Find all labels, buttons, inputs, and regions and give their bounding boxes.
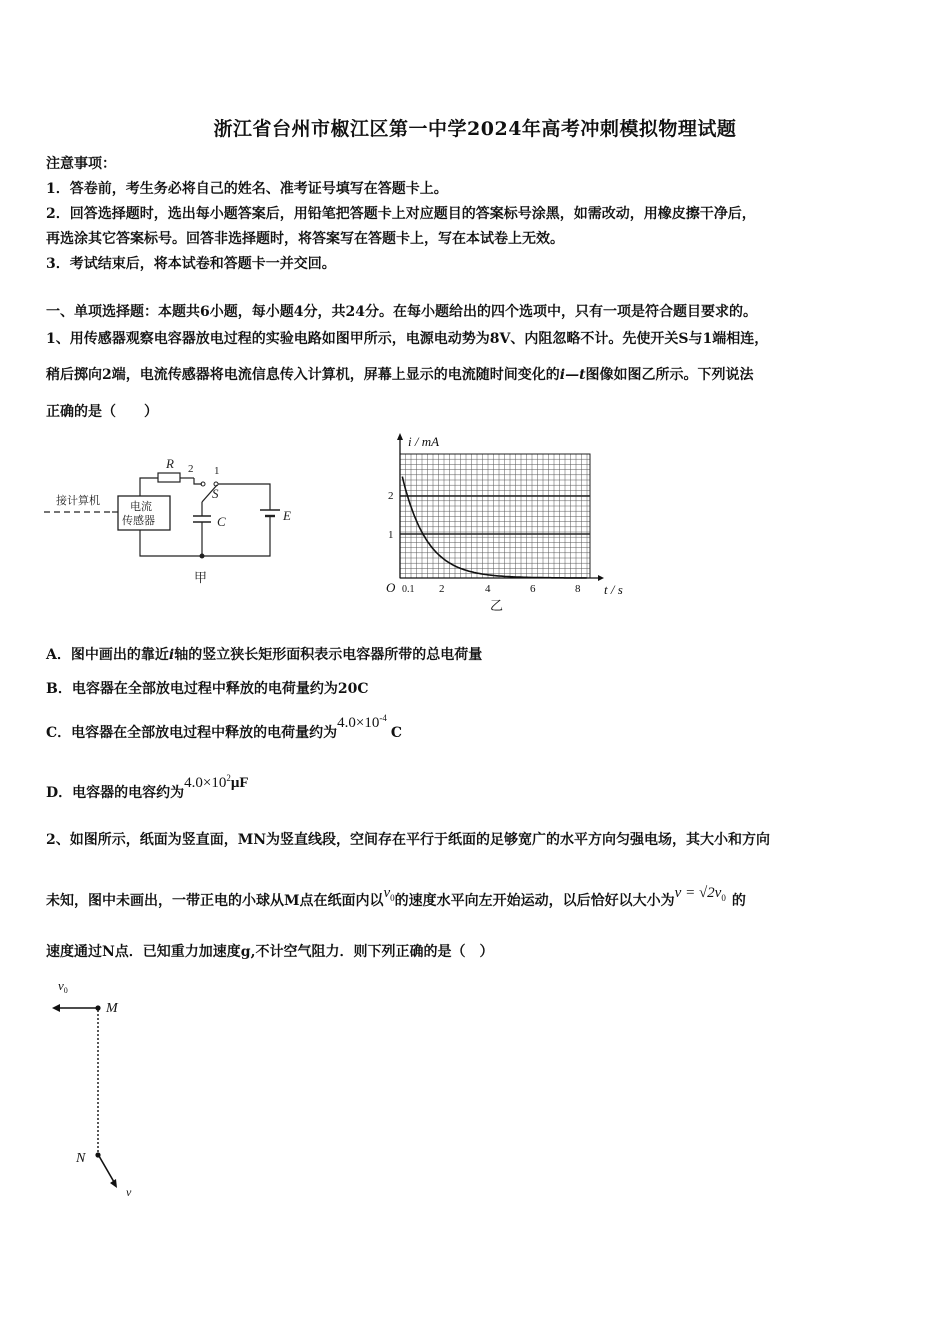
formula-c: $4.0\times 10^{-4}$ [337, 713, 387, 731]
sensor-label-1: 电流 [130, 501, 152, 513]
option-d: D．电容器的电容约为$4.0\times 10^2\mu F$ [46, 773, 249, 801]
point-m [95, 1005, 100, 1010]
y-tick-label: 2 [388, 490, 394, 502]
grid-border [400, 454, 590, 578]
q1-line3: 正确的是（ ） [46, 404, 158, 420]
q1-line2: 稍后掷向2端，电流传感器将电流信息传入计算机，屏幕上显示的电流随时间变化的i—t图像如图乙所示。下列说法 [46, 367, 754, 383]
notice-item-1: 1．答卷前，考生务必将自己的姓名、准考证号填写在答题卡上。 [46, 181, 448, 197]
current-time-graph [376, 428, 626, 614]
notice-item-2: 2．回答选择题时，选出每小题答案后，用铅笔把答题卡上对应题目的答案标号涂黑，如需改动，用橡皮擦干净后， [46, 206, 756, 222]
sensor-label-2: 传感器 [122, 515, 155, 527]
option-c: C．电容器在全部放电过程中释放的电荷量约为$4.0\times 10^{-4}C$ [46, 713, 403, 741]
v0-symbol: $v_0$ [383, 885, 395, 903]
page-title: 浙江省台州市椒江区第一中学2024年高考冲刺模拟物理试题 [213, 118, 737, 140]
x-tick-label: 6 [530, 583, 536, 595]
v-label: v [126, 1185, 132, 1199]
it-symbol: i—t [559, 367, 586, 383]
y-axis-label: i / mA [408, 434, 440, 449]
section-heading: 一、单项选择题：本题共6小题，每小题4分，共24分。在每小题给出的四个选项中，只有一项是符合题目要求的。 [46, 304, 757, 320]
q2-line2: 未知，图中未画出，一带正电的小球从M点在纸面内以$v_0$的速度水平向左开始运动，以后恰好以大小为$v = √2v_0$ 的 [46, 885, 746, 909]
mn-figure [44, 972, 164, 1204]
resistor-R [158, 473, 180, 482]
velocity-equation: $v = √2v_0$ [674, 885, 726, 903]
s-label: S [212, 486, 219, 501]
terminal-2-label: 2 [188, 463, 194, 475]
circuit-diagram [42, 450, 302, 590]
figure-caption-jia: 甲 [194, 570, 208, 585]
terminal-1-label: 1 [214, 465, 220, 477]
figure-caption-yi: 乙 [490, 598, 504, 613]
formula-d: $4.0\times 10^2\mu F$ [184, 773, 249, 791]
v-arrow [99, 1156, 114, 1182]
q2-line1: 2、如图所示，纸面为竖直面，MN为竖直线段，空间存在平行于纸面的足够宽广的水平方向匀强电场，其大小和方向 [46, 832, 771, 848]
c-label: C [217, 514, 226, 529]
option-b: B．电容器在全部放电过程中释放的电荷量约为20C [46, 681, 369, 697]
option-a: A．图中画出的靠近i轴的竖立狭长矩形面积表示电容器所带的总电荷量 [46, 647, 483, 663]
e-label: E [283, 508, 291, 523]
x-tick-label: 4 [485, 583, 491, 595]
q2-line3: 速度通过N点．已知重力加速度g,不计空气阻力．则下列正确的是（ ） [46, 944, 494, 960]
r-label: R [166, 456, 174, 471]
x-tick-label: 8 [575, 583, 581, 595]
computer-label: 接计算机 [56, 495, 100, 507]
n-label: N [76, 1151, 86, 1166]
v0-label: $v_0$ [58, 978, 68, 995]
x-tick-label: 0.1 [402, 584, 415, 595]
notice-item-3: 3．考试结束后，将本试卷和答题卡一并交回。 [46, 256, 336, 272]
q1-line1: 1、用传感器观察电容器放电过程的实验电路如图甲所示，电源电动势为8V、内阻忽略不计。先使开关S与1端相连， [46, 331, 769, 347]
m-label: M [106, 1001, 118, 1016]
x-tick-label: 2 [439, 583, 445, 595]
notice-heading: 注意事项： [46, 156, 116, 172]
origin-label: O [386, 580, 396, 595]
graph-grid [400, 454, 590, 578]
x-axis-label: t / s [604, 582, 623, 597]
y-tick-label: 1 [388, 529, 394, 541]
decay-curve [402, 477, 586, 578]
notice-item-2-cont: 再选涂其它答案标号。回答非选择题时，将答案写在答题卡上，写在本试卷上无效。 [46, 231, 564, 247]
